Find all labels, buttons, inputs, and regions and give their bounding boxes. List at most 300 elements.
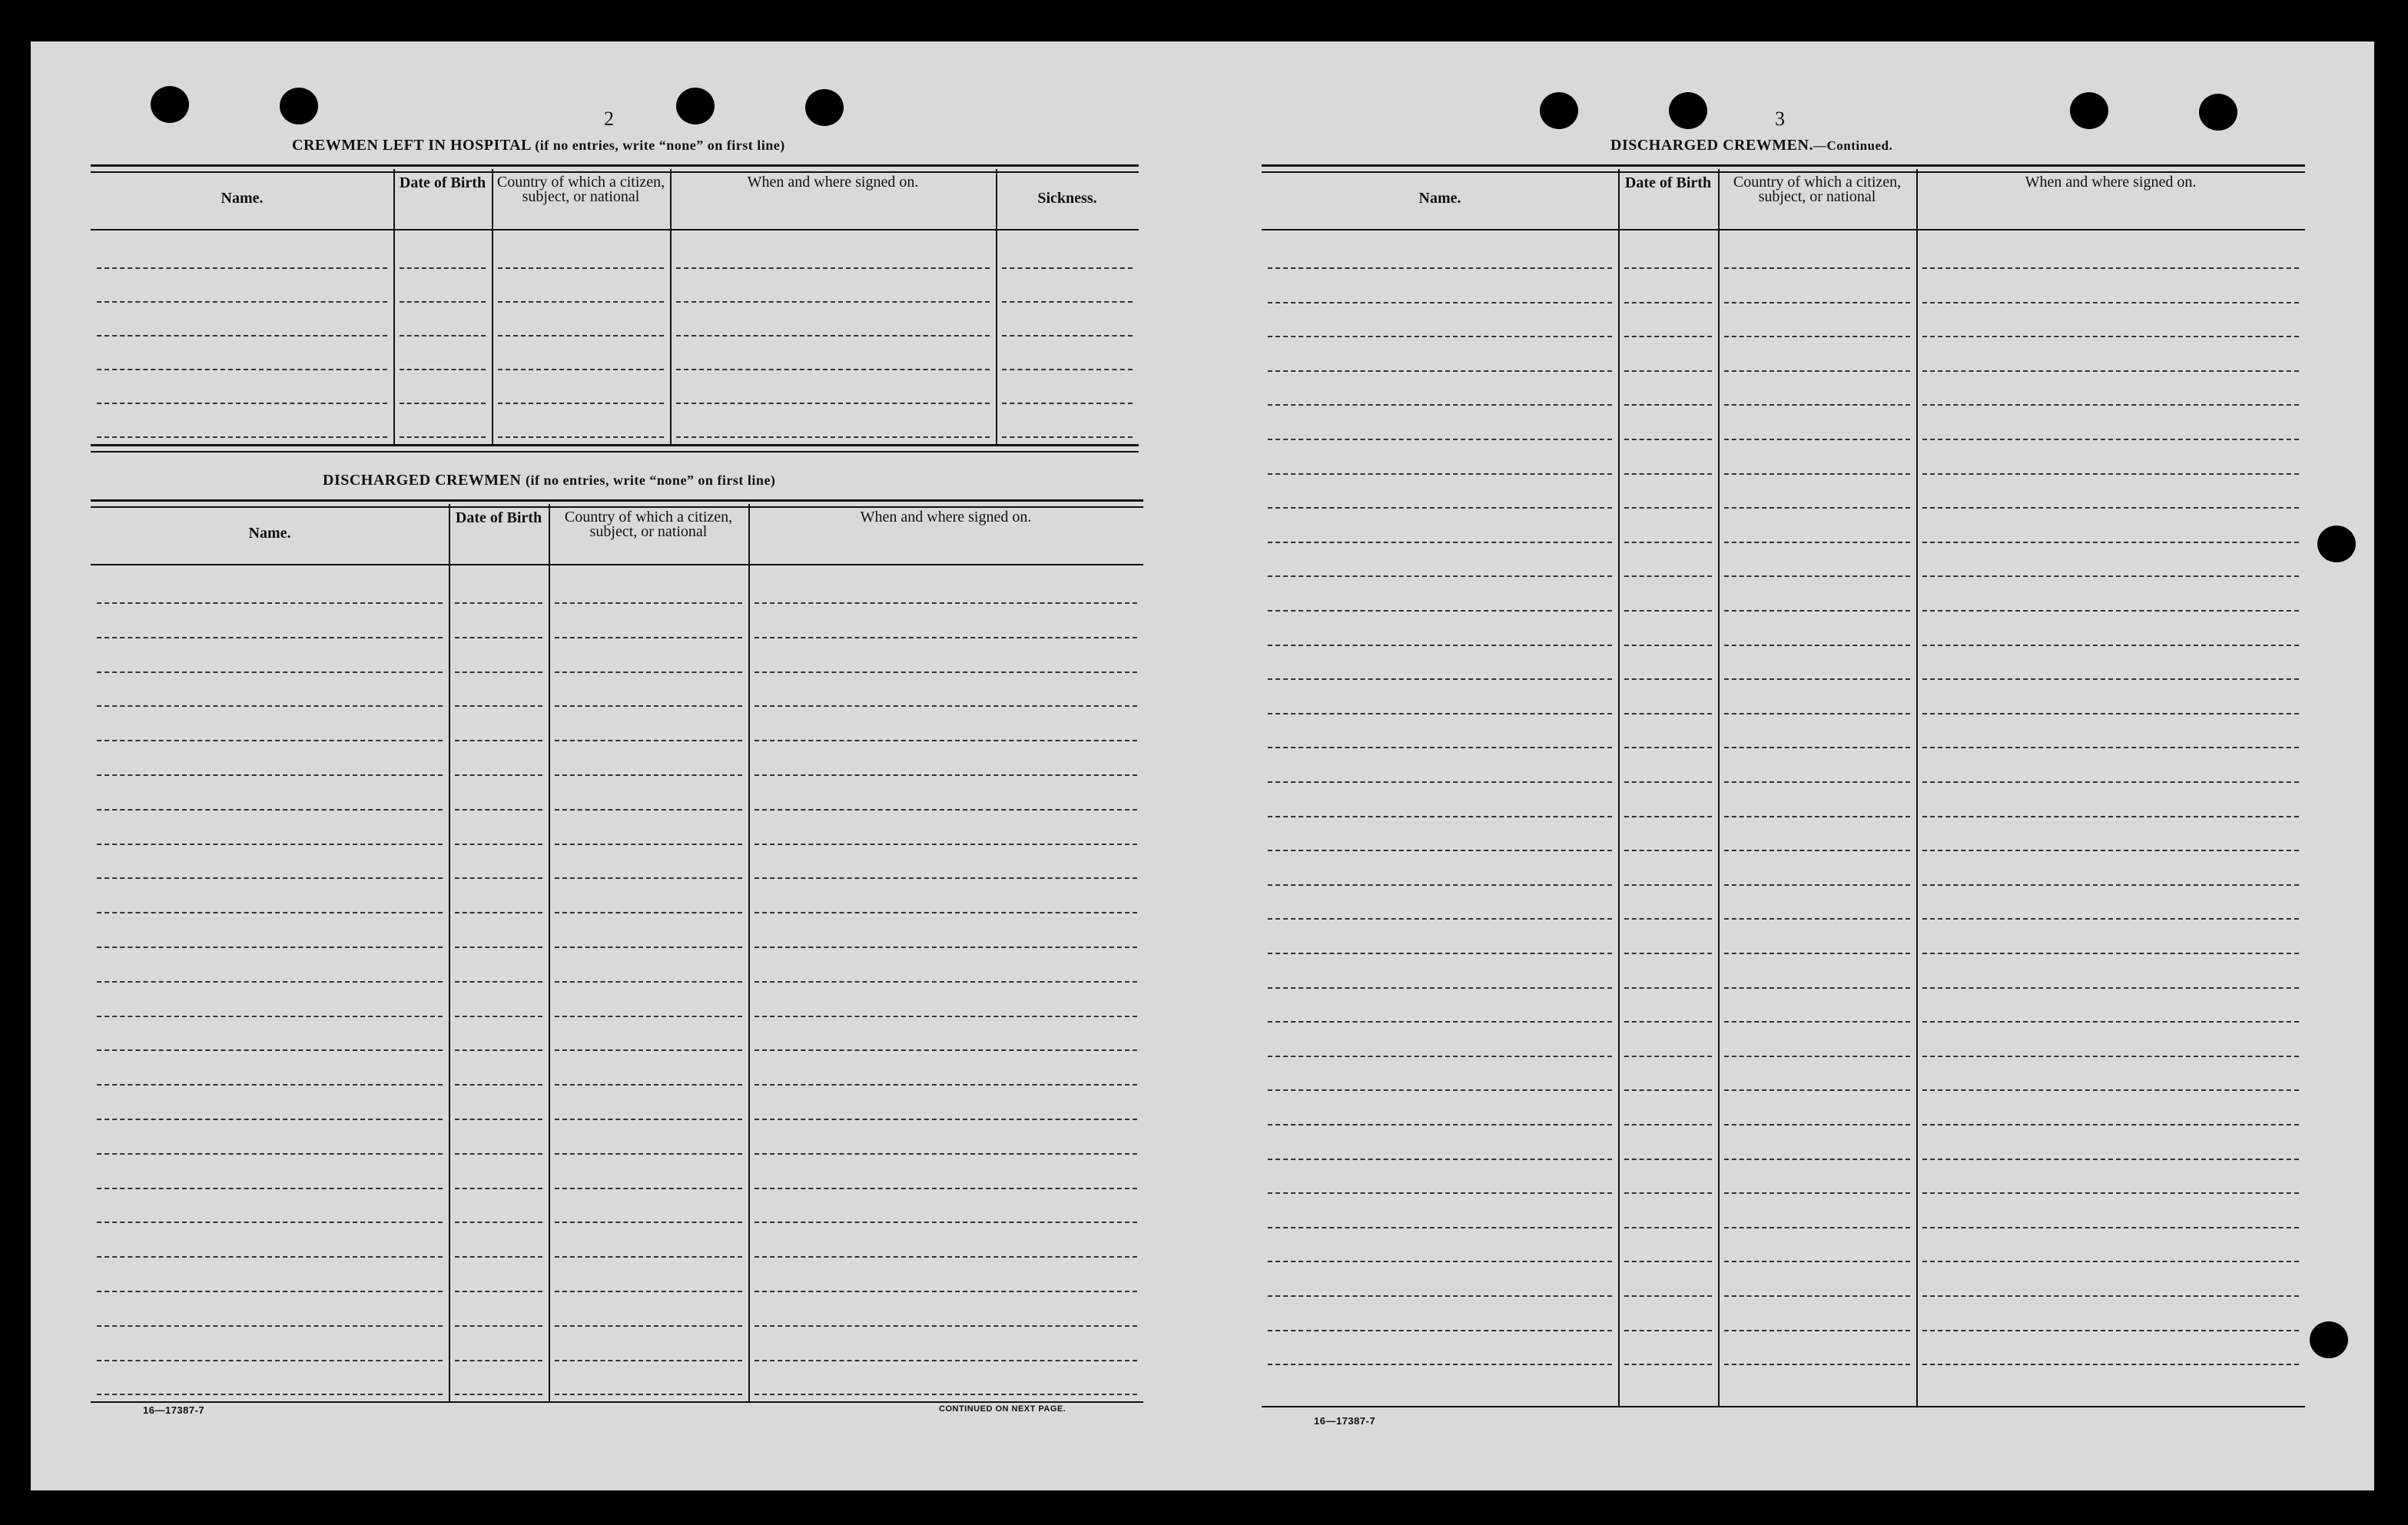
entry-line: [1922, 302, 2299, 303]
entry-line: [455, 1360, 542, 1361]
table-top-rule: [91, 164, 1139, 173]
entry-line: [455, 946, 542, 948]
entry-line: [97, 1222, 443, 1223]
entry-line: [97, 1394, 443, 1395]
entry-line: [555, 1049, 742, 1051]
entry-line: [676, 301, 990, 303]
entry-line: [455, 602, 542, 604]
entry-line: [1922, 747, 2299, 748]
entry-line: [1624, 781, 1712, 783]
entry-line: [1624, 1021, 1712, 1023]
entry-line: [1268, 747, 1612, 748]
entry-line: [1624, 1364, 1712, 1365]
entry-line: [1922, 1227, 2299, 1228]
entry-line: [1922, 816, 2299, 817]
entry-line: [755, 1325, 1137, 1327]
entry-line: [1624, 816, 1712, 817]
entry-line: [555, 602, 742, 604]
entry-line: [1268, 918, 1612, 920]
entry-line: [1268, 1261, 1612, 1262]
column-header: Country of which a citizen, subject, or national: [496, 174, 665, 205]
entry-line: [676, 403, 990, 404]
form-sheet: [31, 41, 2374, 1490]
header-underline: [91, 229, 1139, 230]
entry-line: [97, 774, 443, 776]
entry-line: [97, 1256, 443, 1258]
entry-line: [498, 301, 664, 303]
entry-line: [1724, 1295, 1910, 1297]
entry-line: [1268, 1330, 1612, 1331]
entry-line: [97, 267, 387, 269]
entry-line: [97, 1291, 443, 1292]
column-divider: [748, 504, 750, 1401]
entry-line: [1922, 850, 2299, 851]
punch-hole: [2310, 1321, 2348, 1358]
entry-line: [676, 369, 990, 370]
entry-line: [1624, 473, 1712, 475]
entry-line: [1724, 610, 1910, 612]
entry-line: [1624, 404, 1712, 406]
entry-line: [455, 1016, 542, 1017]
entry-line: [1002, 335, 1133, 336]
entry-line: [755, 809, 1137, 811]
entry-line: [1922, 1364, 2299, 1365]
entry-line: [1624, 713, 1712, 714]
entry-line: [1624, 1330, 1712, 1331]
entry-line: [1922, 678, 2299, 680]
entry-line: [1724, 1159, 1910, 1160]
entry-line: [1268, 781, 1612, 783]
entry-line: [400, 369, 486, 370]
entry-line: [1922, 1159, 2299, 1160]
entry-line: [555, 1188, 742, 1189]
entry-line: [1268, 678, 1612, 680]
entry-line: [555, 1222, 742, 1223]
entry-line: [676, 267, 990, 269]
column-header: Country of which a citizen, subject, or national: [1733, 174, 1902, 205]
entry-line: [755, 1016, 1137, 1017]
entry-line: [1268, 575, 1612, 577]
entry-line: [1724, 747, 1910, 748]
entry-line: [455, 809, 542, 811]
entry-line: [97, 809, 443, 811]
entry-line: [755, 1153, 1137, 1155]
entry-line: [755, 1256, 1137, 1258]
entry-line: [1724, 439, 1910, 440]
column-divider: [549, 504, 550, 1401]
entry-line: [555, 740, 742, 741]
entry-line: [1922, 542, 2299, 543]
entry-line: [755, 1119, 1137, 1120]
continued-section-title: [1610, 137, 1892, 154]
entry-line: [755, 705, 1137, 707]
entry-line: [1268, 473, 1612, 475]
entry-line: [1922, 1192, 2299, 1194]
punch-hole: [151, 86, 189, 123]
column-divider: [393, 169, 395, 444]
entry-line: [1922, 404, 2299, 406]
entry-line: [97, 1153, 443, 1155]
entry-line: [555, 981, 742, 983]
column-header: When and where signed on.: [2025, 174, 2197, 191]
entry-line: [1268, 645, 1612, 646]
entry-line: [676, 436, 990, 438]
entry-line: [1922, 1295, 2299, 1297]
entry-line: [97, 1084, 443, 1086]
entry-line: [1724, 918, 1910, 920]
entry-line: [97, 912, 443, 913]
entry-line: [97, 1325, 443, 1327]
entry-line: [555, 1325, 742, 1327]
entry-line: [1922, 953, 2299, 954]
entry-line: [1724, 713, 1910, 714]
continued-note: CONTINUED ON NEXT PAGE.: [939, 1404, 1066, 1414]
entry-line: [755, 1394, 1137, 1395]
entry-line: [755, 912, 1137, 913]
entry-line: [455, 844, 542, 845]
entry-line: [455, 774, 542, 776]
column-divider: [996, 169, 997, 444]
entry-line: [1624, 1227, 1712, 1228]
entry-line: [455, 1394, 542, 1395]
entry-line: [498, 335, 664, 336]
column-header: Sickness.: [1037, 190, 1097, 207]
entry-line: [1724, 575, 1910, 577]
entry-line: [755, 981, 1137, 983]
entry-line: [1724, 542, 1910, 543]
entry-line: [97, 1016, 443, 1017]
entry-line: [455, 981, 542, 983]
column-divider: [449, 504, 450, 1401]
entry-line: [1922, 1021, 2299, 1023]
hospital-section-title: [292, 137, 785, 154]
entry-line: [1724, 267, 1910, 269]
entry-line: [400, 335, 486, 336]
entry-line: [455, 1049, 542, 1051]
entry-line: [555, 844, 742, 845]
entry-line: [555, 1360, 742, 1361]
entry-line: [1724, 1364, 1910, 1365]
entry-line: [455, 671, 542, 673]
entry-line: [1724, 678, 1910, 680]
entry-line: [97, 946, 443, 948]
entry-line: [1268, 507, 1612, 509]
entry-line: [755, 1291, 1137, 1292]
entry-line: [1268, 439, 1612, 440]
entry-line: [1624, 336, 1712, 337]
entry-line: [755, 1222, 1137, 1223]
entry-line: [1268, 1056, 1612, 1057]
entry-line: [97, 1360, 443, 1361]
entry-line: [1268, 370, 1612, 372]
form-number-right: 16—17387-7: [1314, 1415, 1376, 1427]
entry-line: [1624, 1124, 1712, 1126]
entry-line: [1922, 370, 2299, 372]
entry-line: [1724, 1089, 1910, 1091]
entry-line: [1724, 987, 1910, 989]
column-header: Date of Birth: [1624, 174, 1712, 191]
entry-line: [1922, 575, 2299, 577]
entry-line: [1724, 781, 1910, 783]
entry-line: [455, 1325, 542, 1327]
entry-line: [1268, 1021, 1612, 1023]
entry-line: [555, 1016, 742, 1017]
entry-line: [1268, 1364, 1612, 1365]
punch-hole: [2317, 525, 2356, 562]
punch-hole: [1540, 92, 1578, 129]
entry-line: [1268, 1124, 1612, 1126]
entry-line: [1724, 953, 1910, 954]
entry-line: [1624, 302, 1712, 303]
entry-line: [676, 335, 990, 336]
entry-line: [1922, 1124, 2299, 1126]
entry-line: [1922, 439, 2299, 440]
entry-line: [1268, 610, 1612, 612]
hospital-instruction: (if no entries, write “none” on first line): [535, 138, 785, 153]
entry-line: [1268, 1089, 1612, 1091]
entry-line: [97, 335, 387, 336]
entry-line: [1624, 507, 1712, 509]
entry-line: [1624, 267, 1712, 269]
column-divider: [1916, 169, 1918, 1406]
table-top-rule: [1262, 164, 2305, 173]
entry-line: [455, 1153, 542, 1155]
entry-line: [755, 1360, 1137, 1361]
header-underline: [1262, 229, 2305, 230]
entry-line: [400, 403, 486, 404]
entry-line: [97, 602, 443, 604]
entry-line: [555, 1394, 742, 1395]
entry-line: [1268, 336, 1612, 337]
entry-line: [755, 877, 1137, 879]
table-bottom-rule: [91, 444, 1139, 453]
punch-hole: [2070, 92, 2108, 129]
entry-line: [1268, 1192, 1612, 1194]
continued-title-text: DISCHARGED CREWMEN.: [1610, 137, 1813, 154]
entry-line: [1724, 336, 1910, 337]
entry-line: [755, 671, 1137, 673]
entry-line: [97, 403, 387, 404]
entry-line: [97, 1119, 443, 1120]
entry-line: [1922, 645, 2299, 646]
entry-line: [1922, 336, 2299, 337]
entry-line: [1624, 747, 1712, 748]
entry-line: [555, 912, 742, 913]
entry-line: [1724, 1227, 1910, 1228]
entry-line: [1268, 1295, 1612, 1297]
entry-line: [755, 637, 1137, 638]
header-underline: [91, 564, 1143, 565]
entry-line: [97, 844, 443, 845]
entry-line: [1624, 542, 1712, 543]
entry-line: [1724, 302, 1910, 303]
entry-line: [1268, 816, 1612, 817]
entry-line: [1922, 884, 2299, 886]
entry-line: [1268, 302, 1612, 303]
entry-line: [1002, 403, 1133, 404]
entry-line: [555, 1153, 742, 1155]
entry-line: [1624, 1089, 1712, 1091]
entry-line: [1624, 884, 1712, 886]
entry-line: [400, 436, 486, 438]
entry-line: [1922, 610, 2299, 612]
entry-line: [1624, 575, 1712, 577]
entry-line: [555, 705, 742, 707]
entry-line: [555, 774, 742, 776]
page-number-left: 2: [604, 108, 614, 130]
column-divider: [1618, 169, 1620, 1406]
column-divider: [670, 169, 672, 444]
entry-line: [400, 301, 486, 303]
punch-hole: [280, 88, 318, 124]
entry-line: [755, 1049, 1137, 1051]
entry-line: [755, 946, 1137, 948]
entry-line: [555, 637, 742, 638]
entry-line: [555, 809, 742, 811]
entry-line: [1268, 884, 1612, 886]
entry-line: [97, 981, 443, 983]
entry-line: [1624, 1192, 1712, 1194]
entry-line: [755, 740, 1137, 741]
entry-line: [97, 436, 387, 438]
entry-line: [97, 1188, 443, 1189]
entry-line: [97, 637, 443, 638]
entry-line: [1002, 436, 1133, 438]
entry-line: [400, 267, 486, 269]
entry-line: [1724, 816, 1910, 817]
entry-line: [1624, 850, 1712, 851]
punch-hole: [1669, 92, 1707, 129]
entry-line: [498, 403, 664, 404]
entry-line: [1922, 1261, 2299, 1262]
hospital-title-text: CREWMEN LEFT IN HOSPITAL: [292, 137, 531, 154]
column-header: Date of Birth: [399, 174, 486, 191]
page-number-right: 3: [1775, 108, 1785, 130]
entry-line: [1922, 918, 2299, 920]
entry-line: [1624, 987, 1712, 989]
entry-line: [1724, 645, 1910, 646]
entry-line: [97, 705, 443, 707]
entry-line: [1624, 1056, 1712, 1057]
entry-line: [455, 1188, 542, 1189]
entry-line: [1624, 918, 1712, 920]
entry-line: [455, 1084, 542, 1086]
continued-title-suffix: —Continued.: [1813, 138, 1893, 153]
entry-line: [455, 1222, 542, 1223]
entry-line: [1922, 473, 2299, 475]
entry-line: [1724, 473, 1910, 475]
entry-line: [1724, 1124, 1910, 1126]
entry-line: [1922, 1089, 2299, 1091]
entry-line: [1624, 678, 1712, 680]
column-header: Country of which a citizen, subject, or national: [564, 509, 733, 540]
column-header: When and where signed on.: [747, 174, 919, 191]
entry-line: [755, 844, 1137, 845]
punch-hole: [805, 89, 844, 126]
entry-line: [1922, 987, 2299, 989]
punch-hole: [2199, 94, 2237, 131]
entry-line: [1922, 267, 2299, 269]
entry-line: [1724, 1192, 1910, 1194]
entry-line: [755, 602, 1137, 604]
entry-line: [1624, 1295, 1712, 1297]
entry-line: [1268, 850, 1612, 851]
form-number-left: 16—17387-7: [143, 1404, 205, 1416]
entry-line: [455, 1256, 542, 1258]
entry-line: [1724, 1261, 1910, 1262]
entry-line: [1724, 1330, 1910, 1331]
entry-line: [755, 774, 1137, 776]
entry-line: [1268, 953, 1612, 954]
discharged-title-text: DISCHARGED CREWMEN: [323, 472, 522, 489]
entry-line: [455, 740, 542, 741]
entry-line: [555, 877, 742, 879]
entry-line: [1724, 507, 1910, 509]
entry-line: [455, 877, 542, 879]
column-header: Date of Birth: [455, 509, 542, 526]
entry-line: [555, 1119, 742, 1120]
entry-line: [455, 1119, 542, 1120]
column-divider: [1718, 169, 1720, 1406]
entry-line: [555, 1291, 742, 1292]
entry-line: [1922, 713, 2299, 714]
entry-line: [755, 1188, 1137, 1189]
entry-line: [498, 369, 664, 370]
entry-line: [1002, 301, 1133, 303]
entry-line: [1922, 781, 2299, 783]
entry-line: [1624, 1159, 1712, 1160]
entry-line: [1002, 369, 1133, 370]
entry-line: [1724, 884, 1910, 886]
entry-line: [1268, 987, 1612, 989]
punch-hole: [676, 88, 715, 124]
entry-line: [1724, 404, 1910, 406]
entry-line: [1922, 1056, 2299, 1057]
entry-line: [1624, 953, 1712, 954]
entry-line: [555, 671, 742, 673]
entry-line: [1268, 267, 1612, 269]
entry-line: [1624, 645, 1712, 646]
column-header: Name.: [221, 190, 264, 207]
entry-line: [1922, 1330, 2299, 1331]
entry-line: [455, 637, 542, 638]
entry-line: [555, 1084, 742, 1086]
entry-line: [1624, 610, 1712, 612]
entry-line: [1002, 267, 1133, 269]
entry-line: [455, 912, 542, 913]
table-bottom-rule: [91, 1401, 1143, 1403]
entry-line: [1724, 1021, 1910, 1023]
entry-line: [1624, 370, 1712, 372]
entry-line: [1268, 1227, 1612, 1228]
entry-line: [498, 267, 664, 269]
entry-line: [498, 436, 664, 438]
entry-line: [97, 369, 387, 370]
entry-line: [97, 1049, 443, 1051]
entry-line: [1268, 404, 1612, 406]
entry-line: [1724, 1056, 1910, 1057]
entry-line: [1724, 370, 1910, 372]
discharged-section-title: [323, 472, 775, 489]
column-divider: [492, 169, 493, 444]
entry-line: [755, 1084, 1137, 1086]
entry-line: [1922, 507, 2299, 509]
entry-line: [1624, 1261, 1712, 1262]
entry-line: [555, 1256, 742, 1258]
entry-line: [1268, 542, 1612, 543]
table-top-rule: [91, 499, 1143, 508]
entry-line: [97, 671, 443, 673]
